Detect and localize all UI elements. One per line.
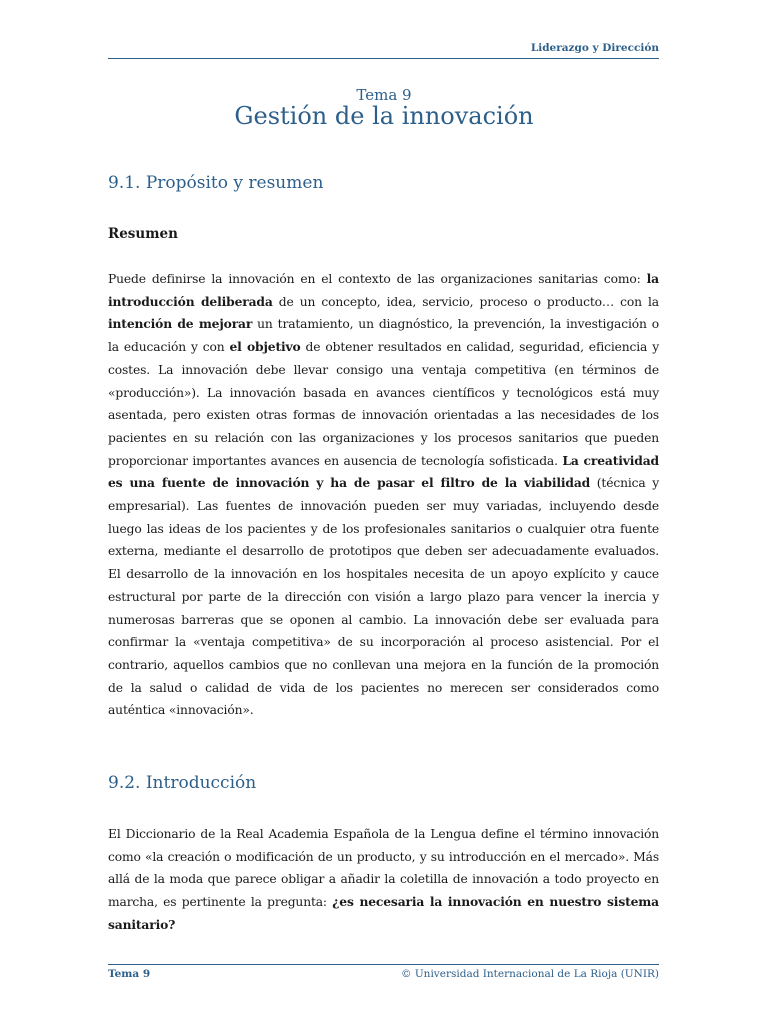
footer-tema: Tema 9 [108, 968, 151, 980]
tema-label: Tema 9 [356, 86, 412, 104]
subheading-resumen: Resumen [108, 226, 178, 242]
course-title: Liderazgo y Dirección [530, 42, 659, 54]
text-run: un tratamiento, un diagnóstico, la prevención, la investigación o la educación y con [108, 317, 659, 355]
text-run: de obtener resultados en calidad, seguridad, eficiencia y costes. La innovación debe llevar consigo una ventaja competitiva (en términos de «producción»). La innovación basada en avances científicos y tecnológicos está muy asentada, pero existen otras formas de innovación orientadas a las necesidades de los pacientes en su relación con las organizaciones y los procesos sanitarios que pueden proporcionar importantes avances en ausencia de tecnología sofisticada. [108, 340, 660, 468]
footer-copyright: © Universidad Internacional de La Rioja (UNIR) [401, 968, 659, 980]
text-run: El Diccionario de la Real Academia Española de la Lengua define el término innovación como «la creación o modificación de un producto, y su introducción en el mercado». Más allá de la moda que parece obligar a añadir la coletilla de innovación a todo proyecto en marcha, es pertinente la pregunta: [108, 827, 659, 910]
bold-text: La creatividad es una fuente de innovación y ha de pasar el filtro de la viabilidad [108, 452, 659, 491]
bold-text: intención de mejorar [108, 316, 253, 332]
paragraph-introduccion [108, 823, 659, 937]
section-heading-9-1: 9.1. Propósito y resumen [108, 173, 324, 193]
bold-text: la introducción deliberada [108, 271, 659, 309]
text-run: (técnica y empresarial). Las fuentes de innovación pueden ser muy variadas, incluyendo desde luego las ideas de los pacientes y de los profesionales sanitarios o cualquier otra fuente externa, mediante el desarrollo de prototipos que deben ser adecuadamente evaluados. El desarrollo de la innovación en los hospitales necesita de un apoyo explícito y cauce estructural por parte de la dirección con visión a largo plazo para vencer la inercia y numerosas barreras que se oponen al cambio. La innovación debe ser evaluada para confirmar la «ventaja competitiva» de su incorporación al proceso asistencial. Por el contrario, aquellos cambios que no conllevan una mejora en la función de la promoción de la salud o calidad de vida de los pacientes no merecen ser considerados como auténtica «innovación». [108, 476, 659, 718]
paragraph-resumen [108, 268, 659, 722]
page-header [108, 38, 659, 59]
text-run: de un concepto, idea, servicio, proceso o producto… con la [272, 294, 659, 309]
page-title: Gestión de la innovación [234, 102, 534, 130]
bold-text: ¿es necesaria la innovación en nuestro sistema sanitario? [108, 894, 659, 932]
section-heading-9-2: 9.2. Introducción [108, 773, 257, 793]
bold-text: el objetivo [229, 339, 301, 355]
page-footer [108, 964, 659, 983]
text-run: Puede definirse la innovación en el contexto de las organizaciones sanitarias como: [108, 272, 647, 286]
